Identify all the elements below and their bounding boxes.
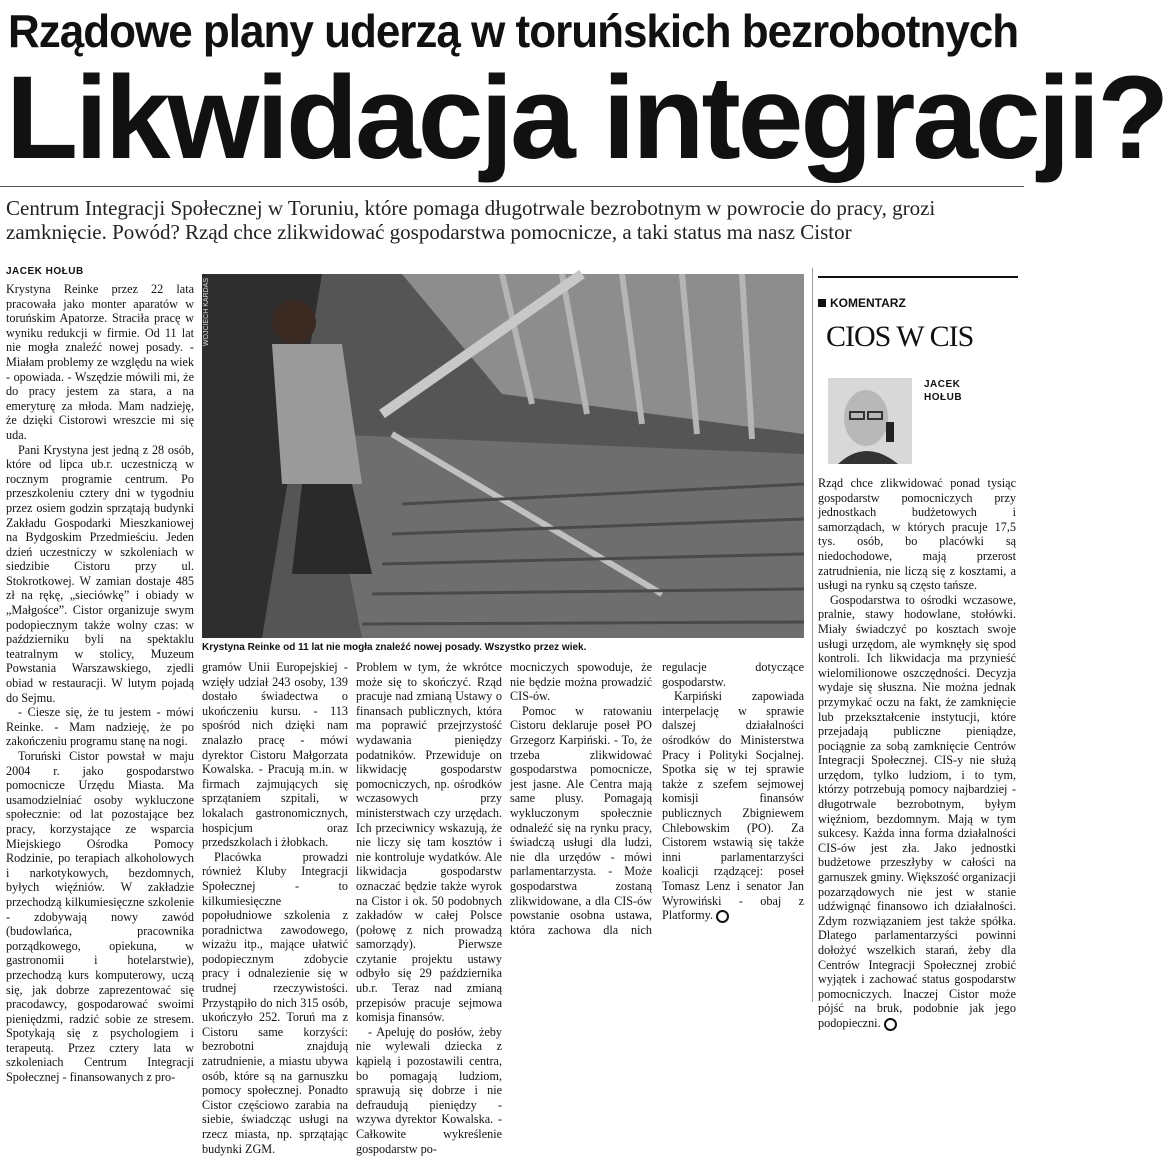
article-column-3 xyxy=(356,660,502,1156)
paragraph: Krystyna Reinke przez 22 lata pracowała jako monter aparatów w toruńskim Apatorze. Straciła pracę w wyniku redukcji w firmie. Od 11 lat nie mogła znaleźć nowej posady. - Miałam problemy ze względu na wiek - opowiada. - Wszędzie mówili mi, że do pracy jestem za stara, a na emeryturę za młoda. Mam nadzieję, że dzięki Cistorowi wreszcie mi się uda. xyxy=(6,282,194,442)
article-column-4 xyxy=(510,660,804,1000)
paragraph-text: Gospodarstwa to ośrodki wczasowe, pralnie, stawy hodowlane, stołówki. Miały świadczyć po kosztach swoje usługi urzędom, ale wymknęły się spod kontroli. Ich likwidacja ma przynieść wielomilionowe oszczędności. Decyzja wydaje się słuszna. Nie można jednak przymykać oczu na fakt, że zamknięcie lub przekształcenie instytucji, które przejadają publiczne pieniądze, pociągnie za sobą zamknięcie Centrów Integracji Społecznej. CIS-y nie służą urzędom, tylko ludziom, i to tym, którzy potrzebują pomocy najbardziej - długotrwale bezrobotnym, byłym więźniom, bezdomnym. Mają w tym sukcesy. Każda inna forma działalności CIS-ów jest zła. Jako jednostki budżetowe przeszłyby w całości na garnuszek gminy. Większość organizacji pozarządowych nie jest w stanie udźwignąć finansowo ich działalności. Zdym rozwiązaniem jest także spółka. Dlatego parlamentarzyści powinni dołożyć wszelkich starań, żeby dla Centrów Integracji Społecznej zrobić wyjątek i zachować status gospodarstw pomocniczych. Inaczej Cistor może pójść na bruk, podobnie jak jego podopieczni. xyxy=(818,592,1016,1030)
paragraph: - Apeluję do posłów, żeby nie wylewali dziecka z kąpielą i pozostawili centra, bo pomagają ludziom, sprawują się dobrze i nie defraudują pieniędzy - wzywa dyrektor Kowalska. - Całkowite wykreślenie gospodarstw po- xyxy=(356,1024,502,1156)
photo-caption: Krystyna Reinke od 11 lat nie mogła znaleźć nowej posady. Wszystko przez wiek. xyxy=(202,642,587,653)
article-byline: JACEK HOŁUB xyxy=(6,266,84,277)
article-column-2 xyxy=(202,660,348,1156)
paragraph: mocniczych spowoduje, że nie będzie można prowadzić CIS-ów. xyxy=(510,660,652,704)
paragraph xyxy=(818,593,1016,1031)
article-column-1 xyxy=(6,282,194,1085)
divider xyxy=(0,186,1024,187)
column-divider xyxy=(812,268,813,1002)
paragraph: Placówka prowadzi również Kluby Integracji Społecznej - to kilkumiesięczne popołudniowe szkolenia z poradnictwa zawodowego, wizażu itp., mające ułatwić podopiecznym zdobycie pracy i odnalezienie się w trudnej rzeczywistości. Przystąpiło do nich 315 osób, ukończyło 252. Toruń ma z Cistoru same korzyści: bezrobotni znajdują zatrudnienie, a miastu ubywa osób, które są na garnuszku pomocy społecznej. Ponadto Cistor częściowo zarabia na siebie, świadcząc usługi na rzecz miasta, np. sprzątając budynki ZGM. xyxy=(202,849,348,1156)
paragraph xyxy=(662,689,804,923)
commentary-text xyxy=(818,476,1016,1030)
paragraph: - Ciesze się, że tu jestem - mówi Reinke. - Mam nadzieję, że po zakończeniu programu stanę na nogi. xyxy=(6,705,194,749)
commentary-label: KOMENTARZ xyxy=(818,296,906,310)
end-mark-icon xyxy=(716,910,729,923)
lead-paragraph: Centrum Integracji Społecznej w Toruniu, które pomaga długotrwale bezrobotnym w powrocie do pracy, grozi zamknięcie. Powód? Rząd chce zlikwidować gospodarstwa pomocnicze, a taki status ma nasz Cistor xyxy=(6,196,936,244)
article-photo xyxy=(202,274,804,638)
paragraph: Pomoc w ratowaniu Cistoru deklaruje poseł PO Grzegorz Karpiński. - To, że trzeba zlikwidować gospodarstwa pomocnicze, jest jasne. Ale Centra mają same plusy. Pomagają wykluczonym społecznie odnaleźć się na rynku pracy, świadczą usługi dla ludzi, nie dla urzędów - mówi parlamentarzysta. - Może gospodarstwa zostaną zlikwidowane, a dla CIS-ów powstanie osobna ustawa, która zachowa dla nich regulacje dotyczące gospodarstw. xyxy=(510,660,804,937)
paragraph: gramów Unii Europejskiej - wzięły udział 243 osoby, 139 dostało świadectwa o ukończeniu kursu. - 113 spośród nich dzięki nam znalazło pracę - mówi dyrektor Cistoru Małgorzata Kowalska. - Pracują m.in. w firmach zajmujących się sprzątaniem szpitali, w lokalach gastronomicznych, hospicjum oraz przedszkolach i żłobkach. xyxy=(202,660,348,850)
author-portrait xyxy=(828,378,912,464)
paragraph: Rząd chce zlikwidować ponad tysiąc gospodarstw pomocniczych przy jednostkach budżetowych i samorządach, w których pracuje 17,5 tys. osób, bo placówki są niedochodowe, mają przerost zatrudnienia, nie liczą się z kosztami, a usługi na rynku są często tańsze. xyxy=(818,476,1016,593)
paragraph: Toruński Cistor powstał w maju 2004 r. jako gospodarstwo pomocnicze Urzędu Miasta. Ma usamodzielniać osoby wykluczone społecznie: od lat pozostające bez pracy, korzystające ze wsparcia Miejskiego Ośrodka Pomocy Rodzinie, po terapiach alkoholowych i narkotykowych, bezdomnych, byłych więźniów. W zakładzie przechodzą kilkumiesięczne szkolenie - zdobywają nowy zawód (budowlańca, pracownika porządkowego, opiekuna, w gastronomii i hotelarstwie), przechodzą kurs komputerowy, uczą się, jak dobrze zaprezentować się pracodawcy, gospodarować swoimi pieniędzmi, radzić sobie ze stresem. Spotykają się z psychologiem i terapeutą. Przez cztery lata w szkoleniach Centrum Integracji Społecznej - finansowanych z pro- xyxy=(6,749,194,1085)
photo-credit: WOJCIECH KARDAS xyxy=(203,278,210,347)
staircase-photo-illustration xyxy=(202,274,804,638)
commentary-title: CIOS W CIS xyxy=(826,320,974,353)
paragraph: Problem w tym, że wkrótce może się to skończyć. Rząd pracuje nad zmianą Ustawy o finansach publicznych, która ma poprawić przejrzystość wydawania pieniędzy podatników. Przewiduje on likwidację gospodarstw pomocniczych, np. ośrodków wczasowych przy ministerstwach czy urzędach. Ich przeciwnicy wskazują, że nie liczy się tam kosztów i nie kontroluje wydatków. Ale likwidacja gospodarstw oznaczać będzie także wyrok na Cistor i ok. 50 podobnych zakładów w całej Polsce (połowę z nich prowadzą samorządy). Pierwsze czytanie projektu ustawy odbyło się 29 października ub.r. Teraz nad zmianą przepisów pracuje sejmowa komisja finansów. xyxy=(356,660,502,1025)
author-portrait-illustration xyxy=(828,378,912,464)
main-headline: Likwidacja integracji? xyxy=(6,52,1166,184)
paragraph: Pani Krystyna jest jedną z 28 osób, które od lipca ub.r. uczestniczą w rocznym programie centrum. Po przeszkoleniu cztery dni w tygodniu przez osiem godzin sprzątają budynki Zakładu Gospodarki Mieszkaniowej na Bydgoskim Przedmieściu. Jeden dzień uczestniczy w szkoleniach w siedzibie Cistoru przy ul. Stokrotkowej. W zamian dostaje 485 zł na rękę, „sieciówkę” i obiady w „Małgośce”. Cistor organizuje swym podopiecznym także wolny czas: w październiku byli na spektaklu teatralnym w stolicy, Muzeum Powstania Warszawskiego, zjedli obiad w restauracji. W lutym pojadą do Sejmu. xyxy=(6,442,194,705)
kicker-headline: Rządowe plany uderzą w toruńskich bezrobotnych xyxy=(8,5,1019,58)
paragraph-text: Karpiński zapowiada interpelację w sprawie dalszej działalności ośrodków do Ministerstwa Pracy i Polityki Socjalnej. Spotka się w tej sprawie także z szefem sejmowej komisji finansów publicznych Zbigniewem Chlebowskim (PO). Za Cistorem wstawią się także inni parlamentarzyści koalicji rządzącej: poseł Tomasz Lenz i senator Jan Wyrowiński - obaj z Platformy. xyxy=(662,689,804,923)
commentary-top-rule xyxy=(818,276,1018,278)
end-mark-icon xyxy=(884,1018,897,1031)
commentary-author: JACEK HOŁUB xyxy=(924,379,963,403)
